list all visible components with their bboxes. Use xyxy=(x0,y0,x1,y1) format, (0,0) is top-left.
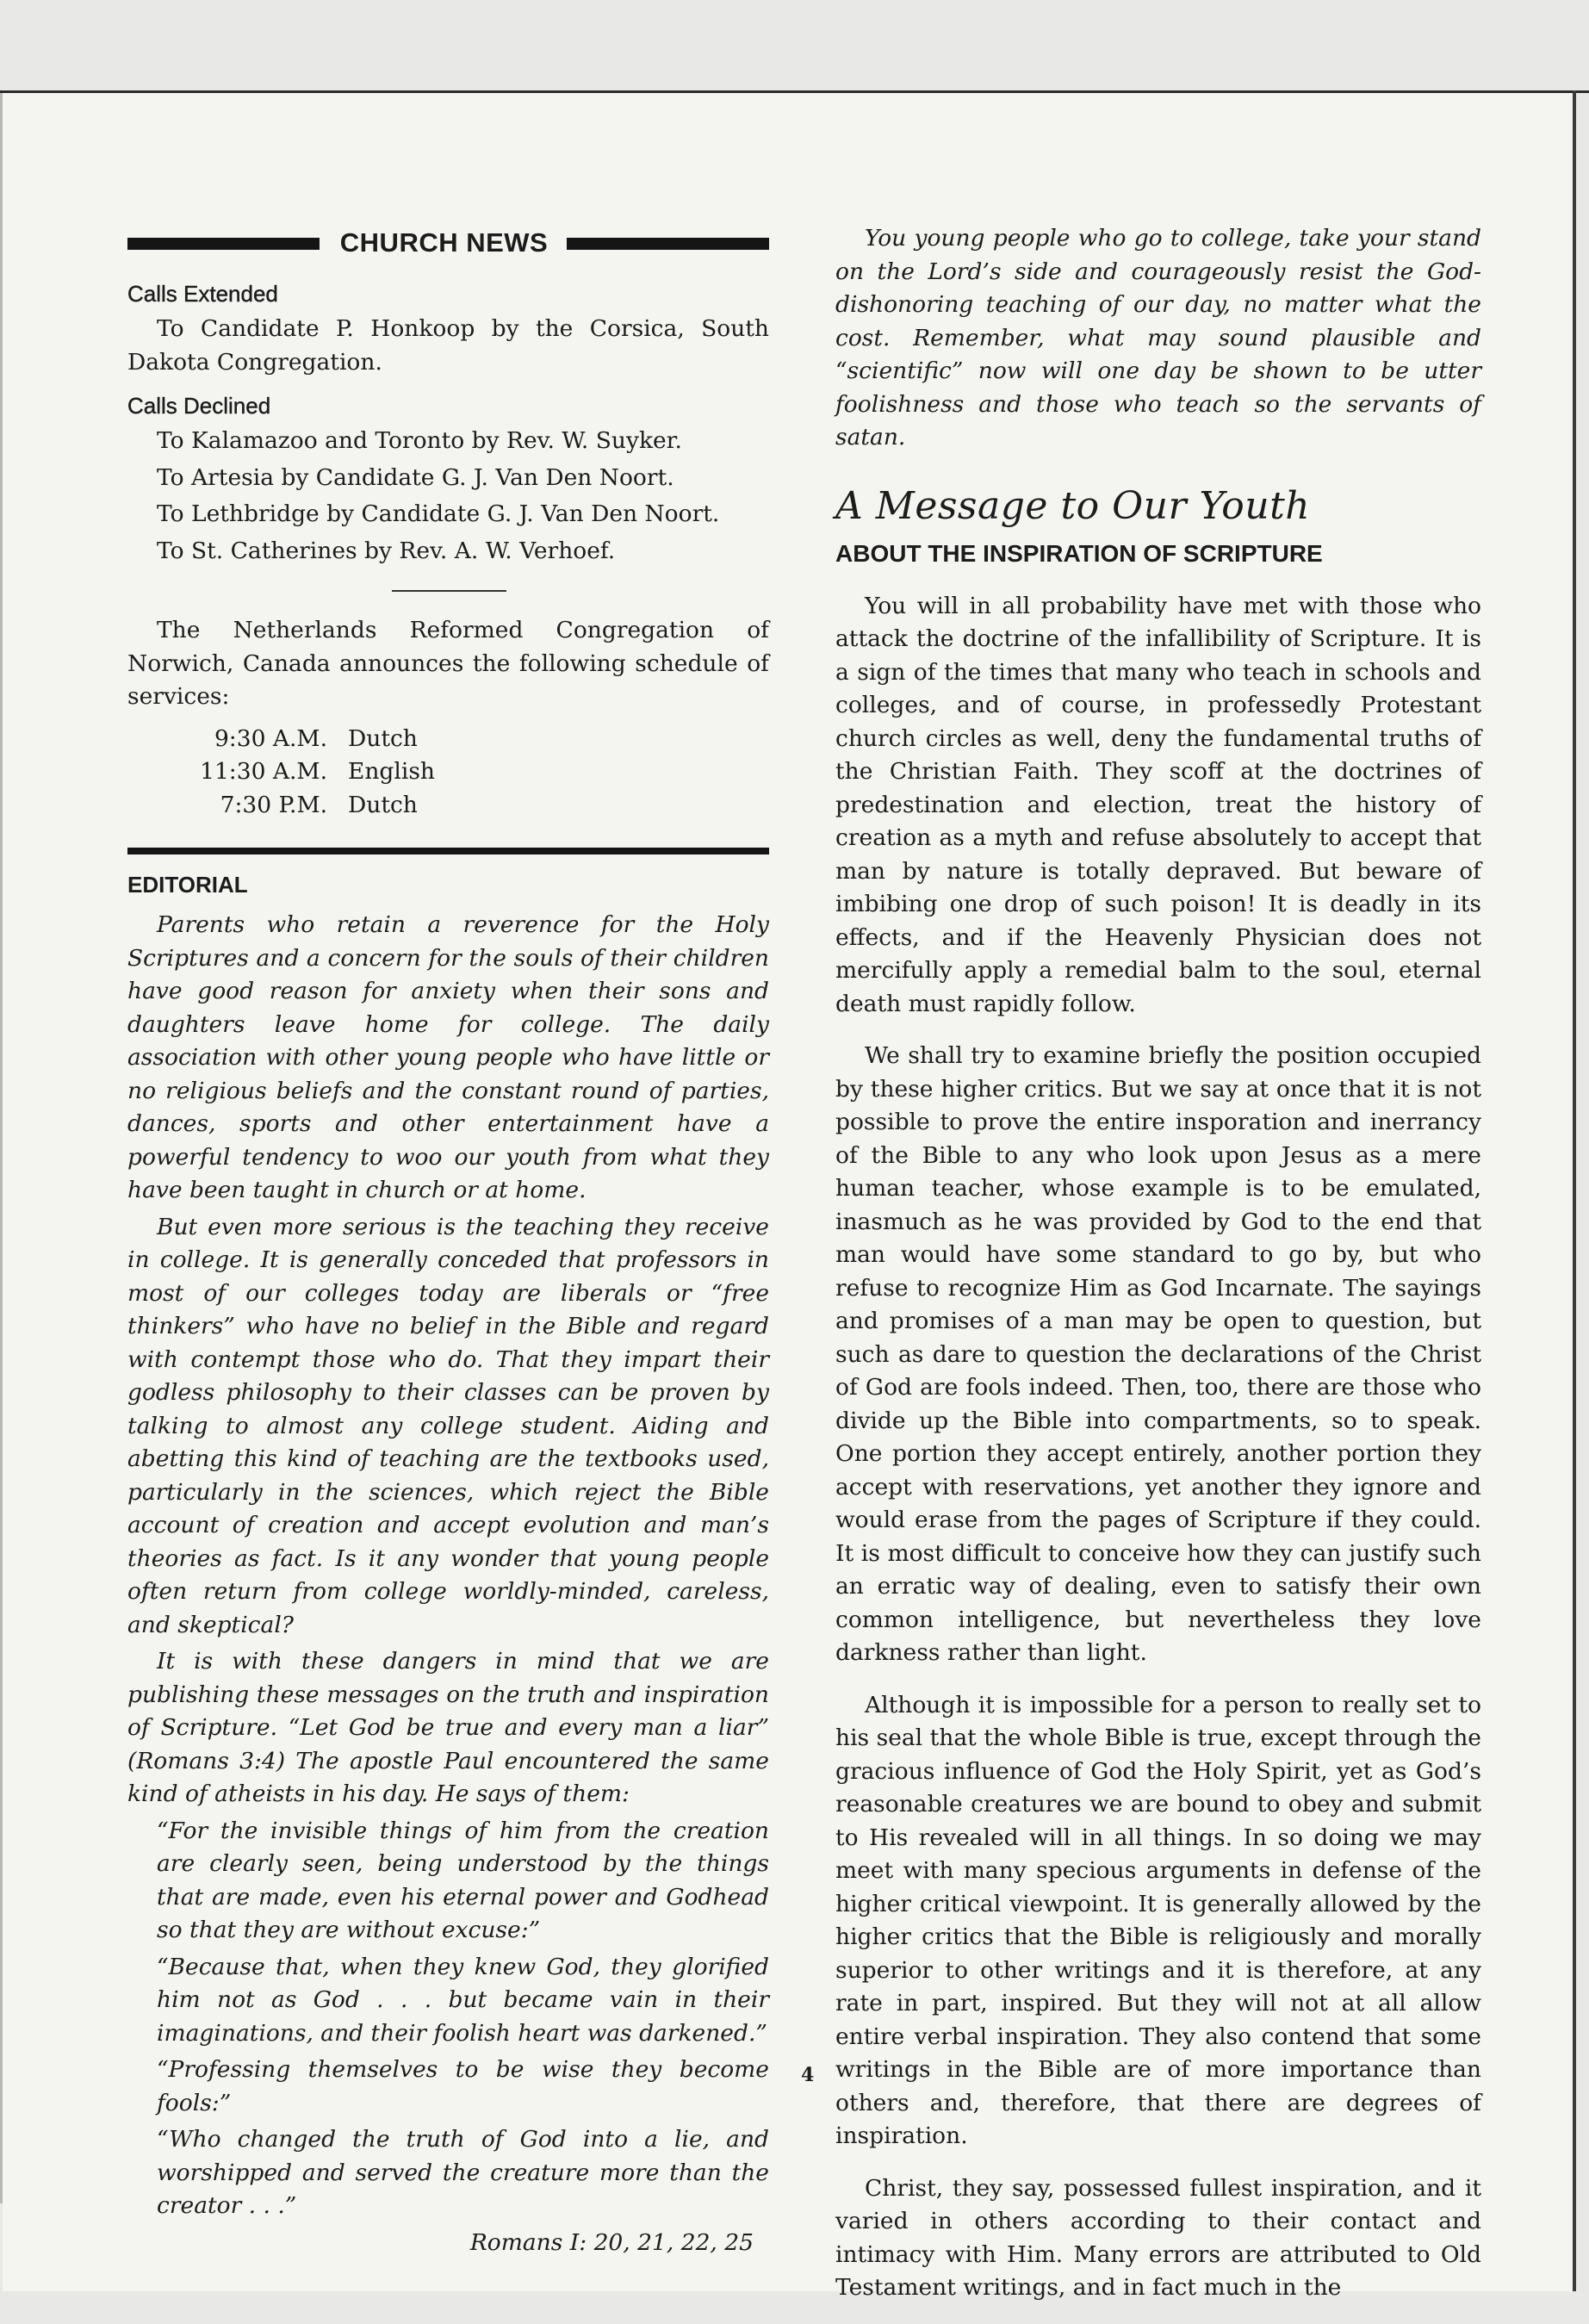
article-paragraph: Although it is impossible for a person to really set to his seal that the whole Bible is true, except through the gracious influence of God the Holy Spirit, yet as God’s reasonable creatures we are bound to obey and submit to His revealed will in all things. In so doing we may meet with many specious arguments in defense of the higher critical viewpoint. It is generally allowed by the higher critics that the Bible is religiously and morally superior to other writings and it is therefore, at any rate in part, inspired. But they will not at all allow entire verbal inspiration. They also contend that some writings in the Bible are of more importance than others and, therefore, that there are degrees of inspiration. xyxy=(835,1691,1481,2149)
scan-edge-right xyxy=(1573,90,1576,2291)
calls-declined-item: To Artesia by Candidate G. J. Van Den Noort. xyxy=(157,463,674,491)
calls-extended-text: To Candidate P. Honkoop by the Corsica, South Dakota Congregation. xyxy=(127,315,769,376)
calls-declined-item: To Kalamazoo and Toronto by Rev. W. Suyker. xyxy=(157,427,682,454)
calls-declined-list xyxy=(127,425,769,568)
scripture-quote: “Who changed the truth of God into a lie, and worshipped and served the creature more than the creator . . .” xyxy=(157,2126,769,2219)
calls-declined-heading: Calls Declined xyxy=(127,393,271,419)
article-subtitle: ABOUT THE INSPIRATION OF SCRIPTURE xyxy=(835,539,1323,567)
schedule-intro: The Netherlands Reformed Congregation of Norwich, Canada announces the following schedule of services: xyxy=(127,617,769,710)
article-paragraph: We shall try to examine briefly the position occupied by these higher critics. But we say at once that it is not possible to prove the entire insporation and inerrancy of the Bible to any who look upon Jesus as a mere human teacher, whose example is to be emulated, inasmuch as he was provided by God to the end that man would have some standard to go by, but who refuse to recognize Him as God Incarnate. The sayings and promises of a man may be open to question, but such as dare to question the declarations of the Christ of God are fools indeed. Then, too, there are those who divide up the Bible into compartments, so to speak. One portion they accept entirely, another portion they accept with reservations, yet another they ignore and would erase from the pages of Scripture if they could. It is most difficult to conceive how they can justify such an erratic way of dealing, even to satisfy their own common intelligence, but nevertheless they love darkness rather than light. xyxy=(835,1042,1481,1666)
section-rule-thick xyxy=(127,848,769,854)
calls-declined-item: To St. Catherines by Rev. A. W. Verhoef. xyxy=(157,537,616,564)
schedule-language: Dutch xyxy=(348,724,418,752)
quote-reference: Romans I: 20, 21, 22, 25 xyxy=(469,2228,754,2256)
article-paragraph: You will in all probability have met with those who attack the doctrine of the infallibility of Scripture. It is a sign of the times that many who teach in schools and colleges, and of course, in professedly Protestant church circles as well, deny the fundamental truths of the Christian Faith. They scoff at the doctrines of predestination and election, treat the history of creation as a myth and refuse absolutely to accept that man by nature is totally depraved. But beware of imbibing one drop of such poison! It is deadly in its effects, and if the Heavenly Physician does not mercifully apply a remedial balm to the soul, eternal death must rapidly follow. xyxy=(835,592,1481,1017)
right-column xyxy=(835,222,1481,2324)
editorial-heading: EDITORIAL xyxy=(127,872,248,898)
schedule-time: 9:30 A.M. xyxy=(214,724,327,752)
scripture-quote: “Because that, when they knew God, they glorified him not as God . . . but became vain in their imaginations, and their foolish heart was darkened.” xyxy=(157,1953,769,2047)
article-title: A Message to Our Youth xyxy=(835,483,1311,528)
article-paragraph: Christ, they say, possessed fullest inspiration, and it varied in others according to their contact and intimacy with Him. Many errors are attributed to Old Testament writings, and in fact much in the xyxy=(835,2174,1481,2301)
schedule-row xyxy=(127,723,769,756)
editorial-closing-block xyxy=(835,222,1481,455)
banner-bar-right xyxy=(567,238,769,250)
calls-extended-heading: Calls Extended xyxy=(127,281,278,307)
editorial-body xyxy=(127,909,769,2259)
schedule-time: 7:30 P.M. xyxy=(220,791,327,818)
church-news-title: CHURCH NEWS xyxy=(339,227,549,258)
calls-declined-item: To Lethbridge by Candidate G. J. Van Den Noort. xyxy=(157,500,720,527)
service-schedule xyxy=(127,723,769,823)
left-column xyxy=(127,222,769,2263)
schedule-time: 11:30 A.M. xyxy=(200,758,327,785)
section-divider xyxy=(392,590,506,592)
editorial-closing: You young people who go to college, take your stand on the Lord’s side and courageously resist the God-dishonoring teaching of our day, no matter what the cost. Remember, what may sound plausible and “scientific” now will one day be shown to be utter foolishness and those who teach so the servants of satan. xyxy=(835,225,1481,451)
schedule-row xyxy=(127,789,769,823)
editorial-paragraph: But even more serious is the teaching they receive in college. It is generally conceded that professors in most of our colleges today are liberals or “free thinkers” who have no belief in the Bible and regard with contempt those who do. That they impart their godless philosophy to their classes can be proven by talking to almost any college student. Aiding and abetting this kind of teaching are the textbooks used, particularly in the sciences, which reject the Bible account of creation and accept evolution and man’s theories as fact. Is it any wonder that young people often return from college worldly-minded, careless, and skeptical? xyxy=(127,1213,769,1638)
editorial-paragraph: It is with these dangers in mind that we are publishing these messages on the truth and inspiration of Scripture. “Let God be true and every man a liar” (Romans 3:4) The apostle Paul encountered the same kind of atheists in his day. He says of them: xyxy=(127,1648,769,1807)
scripture-quote: “Professing themselves to be wise they become fools:” xyxy=(157,2056,769,2116)
schedule-language: Dutch xyxy=(348,791,418,818)
church-news-banner xyxy=(127,222,769,262)
schedule-language: English xyxy=(348,758,435,785)
schedule-row xyxy=(127,755,769,789)
page-number: 4 xyxy=(801,2064,815,2086)
banner-bar-left xyxy=(127,238,320,250)
scripture-quote: “For the invisible things of him from the creation are clearly seen, being understood by the things that are made, even his eternal power and Godhead so that they are without excuse:” xyxy=(157,1817,769,1943)
editorial-paragraph: Parents who retain a reverence for the Holy Scriptures and a concern for the souls of their children have good reason for anxiety when their sons and daughters leave home for college. The daily association with other young people who have little or no religious beliefs and the constant round of parties, dances, sports and other entertainment have a powerful tendency to woo our youth from what they have been taught in church or at home. xyxy=(127,911,769,1203)
